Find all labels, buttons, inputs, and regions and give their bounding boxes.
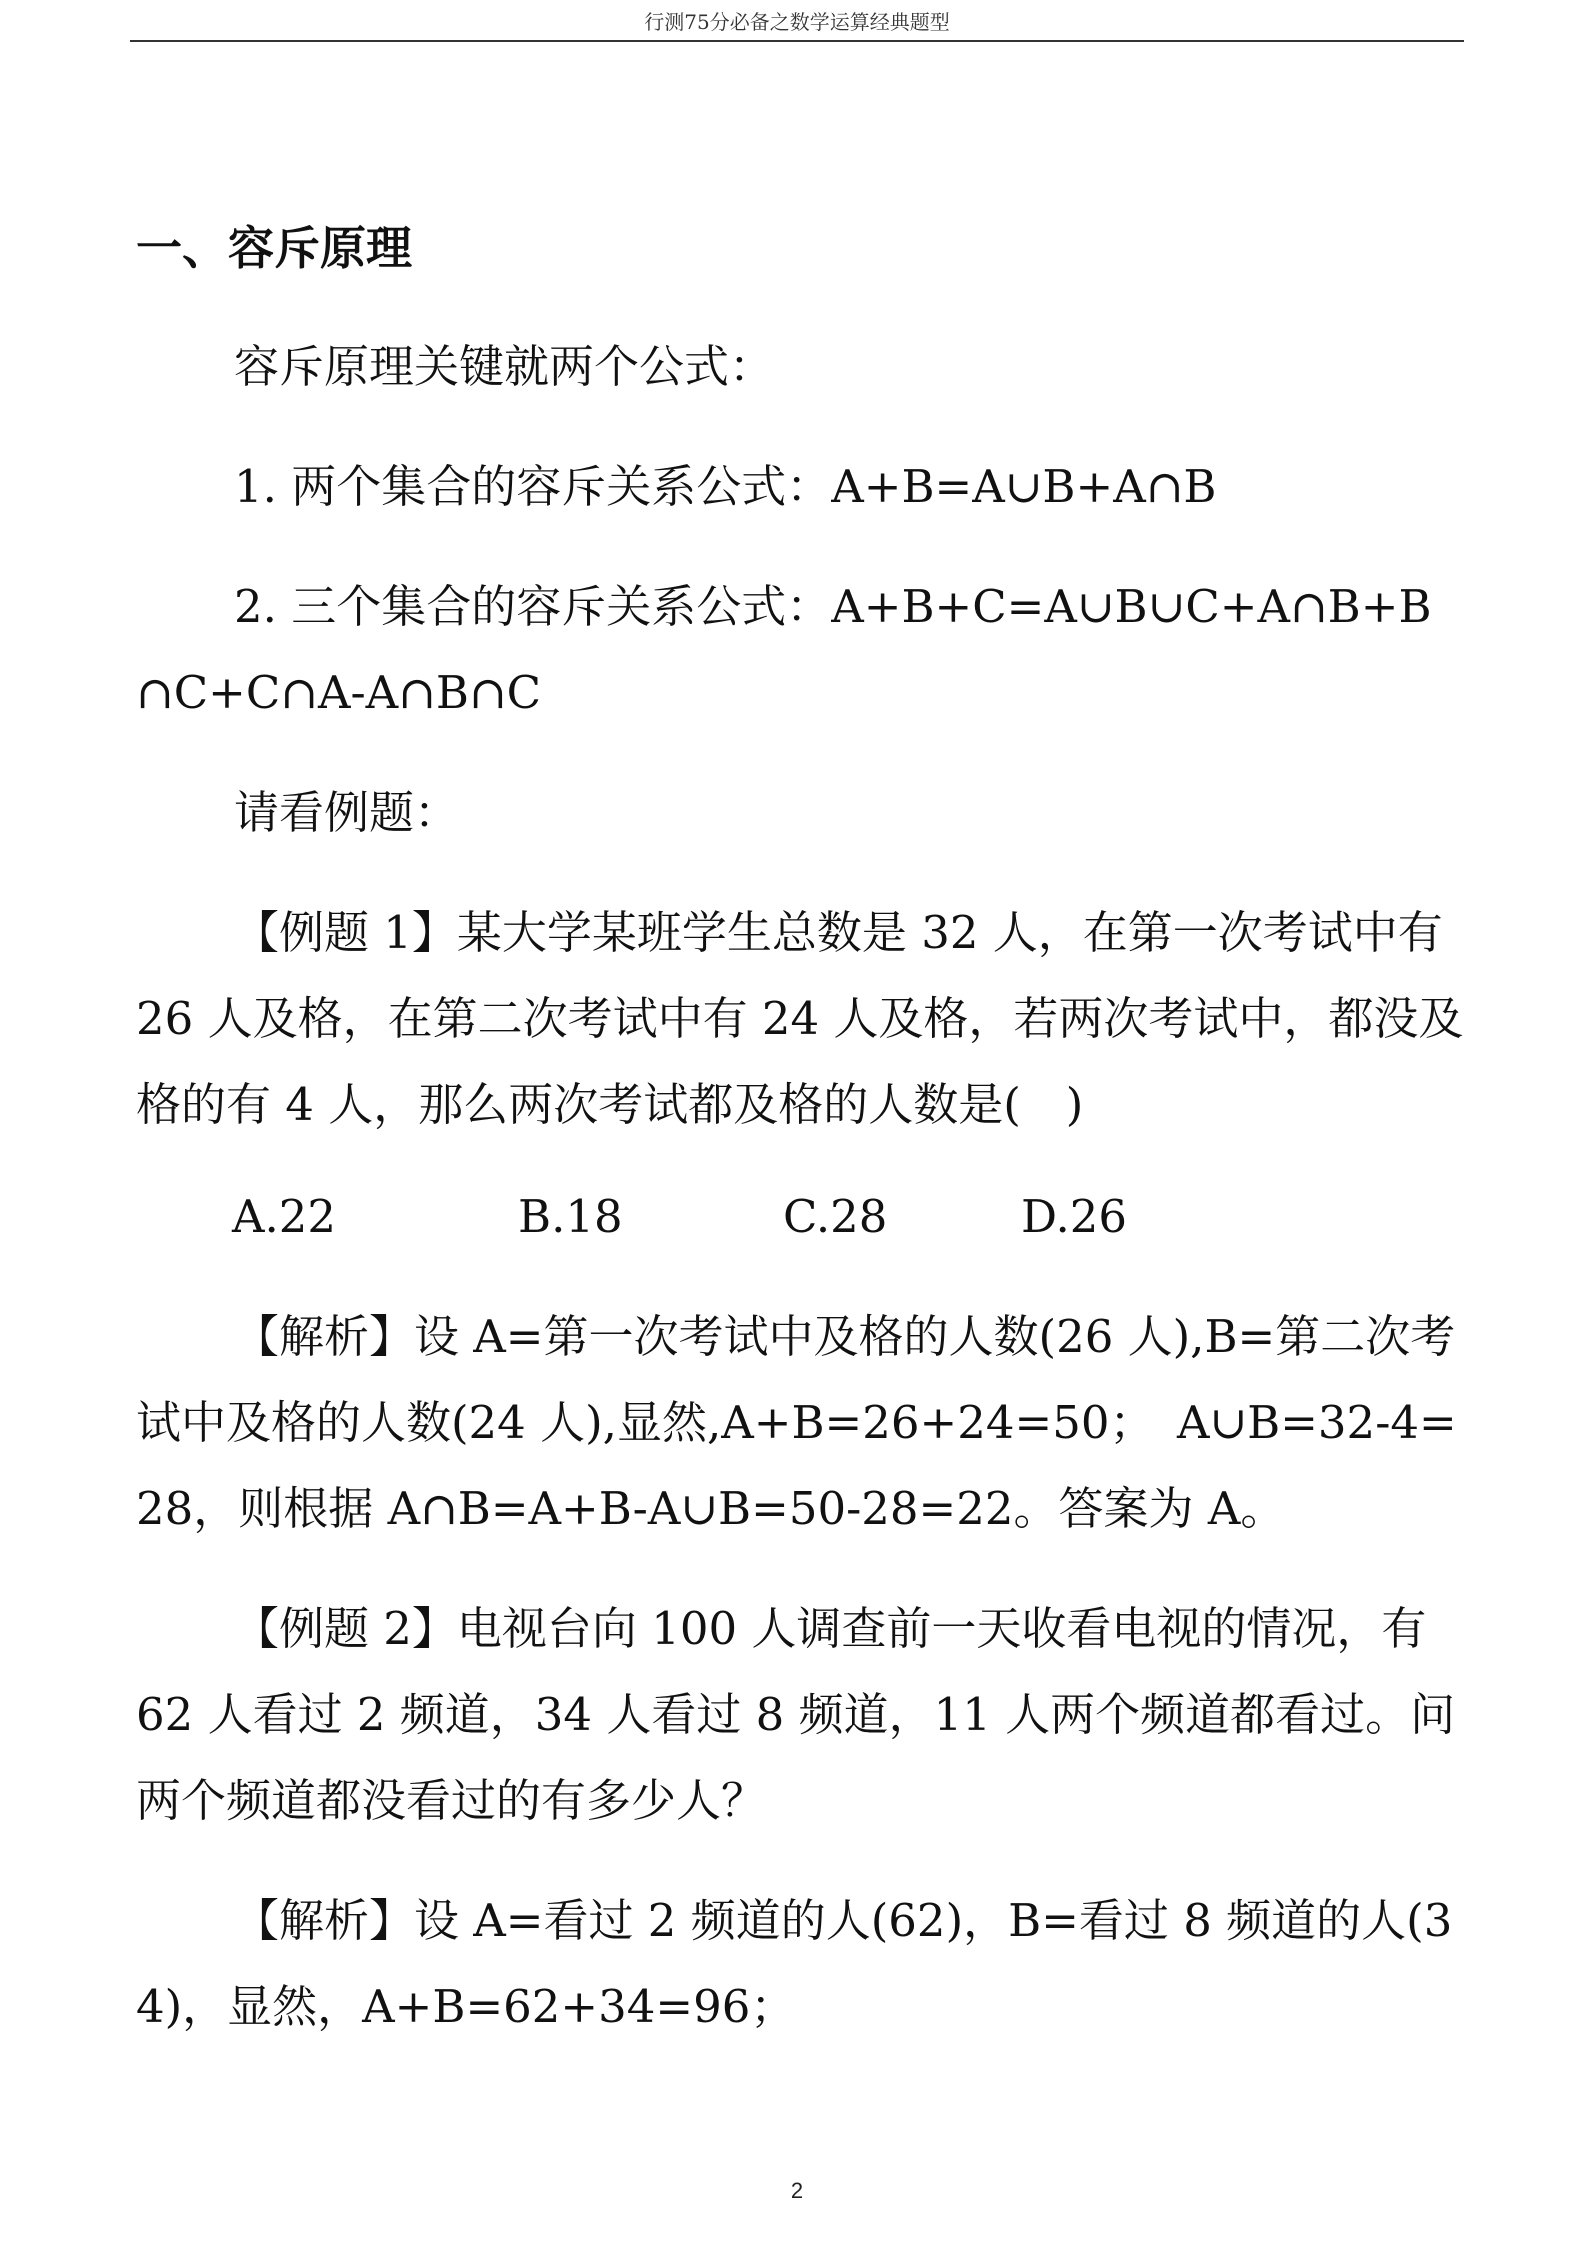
intro-paragraph: 容斥原理关键就两个公式： bbox=[234, 340, 775, 393]
header-title: 行测75分必备之数学运算经典题型 bbox=[644, 10, 950, 34]
document-body bbox=[136, 208, 1464, 2084]
option-d: D.26 bbox=[1021, 1190, 1128, 1243]
page-number: 2 bbox=[790, 2178, 804, 2203]
formula-three-sets: 2. 三个集合的容斥关系公式：A+B+C=A∪B∪C+A∩B+B∩C+C∩A-A∩B∩C bbox=[136, 580, 1432, 719]
section-heading: 一、容斥原理 bbox=[136, 221, 412, 275]
example-1-analysis: 【解析】设 A=第一次考试中及格的人数(26 人),B=第二次考试中及格的人数(24 人),显然,A+B=26+24=50； A∪B=32-4=28，则根据 A∩B=A+B-A∪B=50-28=22。答案为 A。 bbox=[136, 1310, 1457, 1535]
formula-two-sets: 1. 两个集合的容斥关系公式：A+B=A∪B+A∩B bbox=[234, 460, 1217, 513]
option-c: C.28 bbox=[783, 1190, 888, 1243]
example-2-analysis: 【解析】设 A=看过 2 频道的人(62)，B=看过 8 频道的人(34)，显然，A+B=62+34=96； bbox=[136, 1894, 1453, 2033]
example-1-question: 【例题 1】某大学某班学生总数是 32 人，在第一次考试中有 26 人及格，在第二次考试中有 24 人及格，若两次考试中，都没及格的有 4 人，那么两次考试都及格的人数是( ) bbox=[136, 906, 1464, 1131]
page-header bbox=[130, 0, 1464, 42]
example-2-question: 【例题 2】电视台向 100 人调查前一天收看电视的情况，有 62 人看过 2 频道，34 人看过 8 频道，11 人两个频道都看过。问两个频道都没看过的有多少人？ bbox=[136, 1602, 1456, 1827]
example-1-options bbox=[136, 1174, 1464, 1260]
see-examples-paragraph: 请看例题： bbox=[234, 786, 460, 839]
option-a: A.22 bbox=[232, 1190, 337, 1243]
option-b: B.18 bbox=[518, 1190, 623, 1243]
